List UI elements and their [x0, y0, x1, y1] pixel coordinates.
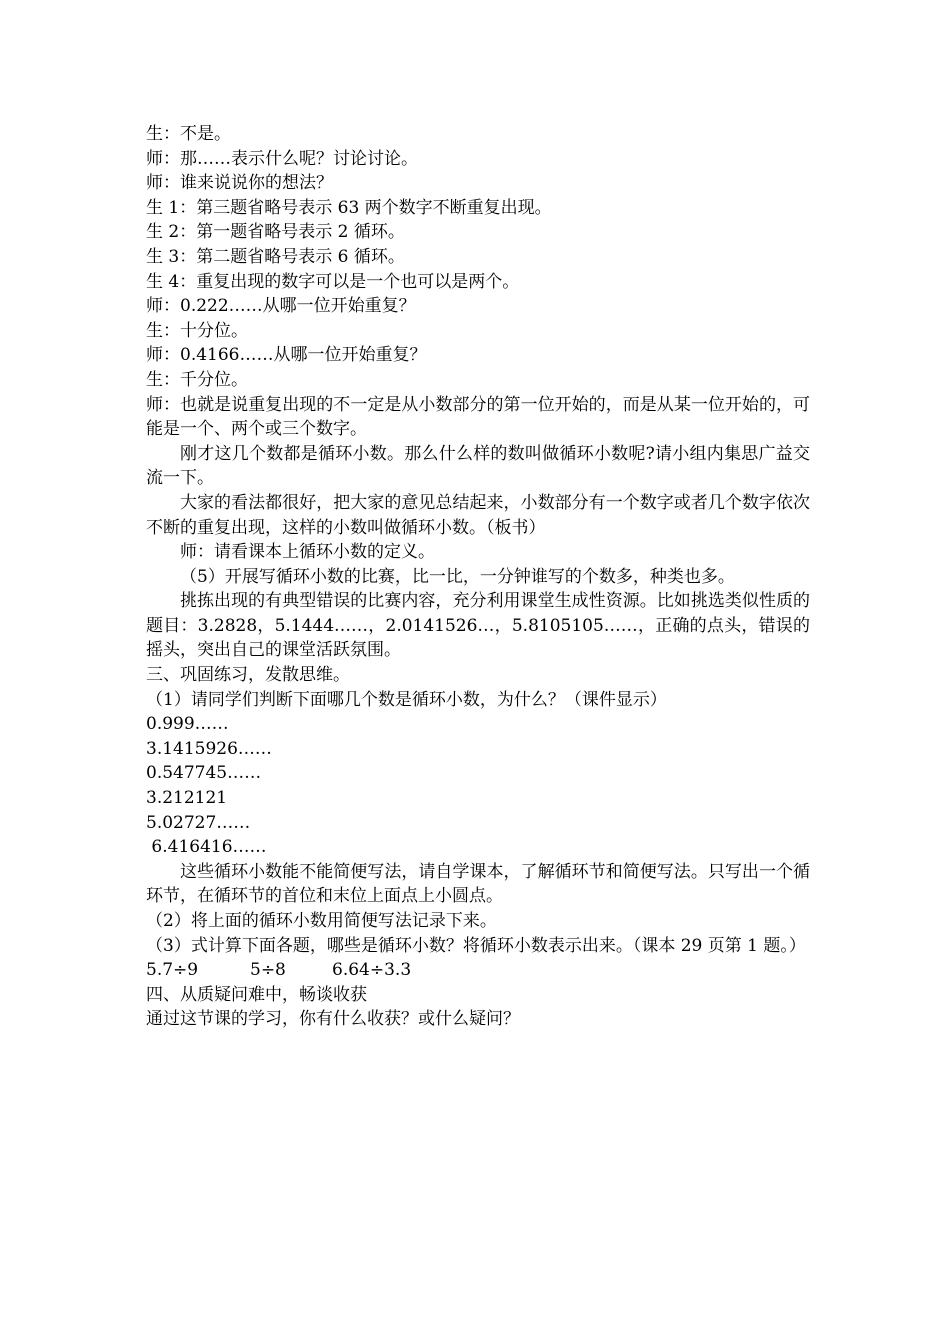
dialogue-line: 生 1：第三题省略号表示 63 两个数字不断重复出现。	[146, 197, 552, 218]
document-body	[146, 122, 810, 1032]
number-item: 0.999……	[146, 714, 229, 735]
dialogue-line: 生 3：第二题省略号表示 6 循环。	[146, 246, 405, 267]
section-heading: 四、从质疑问难中，畅谈收获	[146, 984, 367, 1005]
dialogue-line: 生：十分位。	[146, 320, 248, 341]
paragraph: 这些循环小数能不能简便写法，请自学课本，了解循环节和简便写法。只写出一个循环节，在循环节的首位和末位上面点上小圆点。	[146, 861, 810, 907]
paragraph: 师：请看课本上循环小数的定义。	[180, 542, 435, 563]
number-item: 0.547745……	[146, 763, 262, 784]
paragraph: 师：也就是说重复出现的不一定是从小数部分的第一位开始的，而是从某一位开始的，可能是一个、两个或三个数字。	[146, 394, 810, 440]
dialogue-line: 生 4：重复出现的数字可以是一个也可以是两个。	[146, 271, 520, 292]
question-line: （1）请同学们判断下面哪几个数是循环小数，为什么？（课件显示）	[146, 689, 667, 710]
dialogue-line: 师：那……表示什么呢？讨论讨论。	[146, 148, 418, 169]
calc-expression: 5.7÷9	[146, 960, 199, 981]
closing-line: 通过这节课的学习，你有什么收获？或什么疑问？	[146, 1009, 520, 1030]
dialogue-line: 师：0.222……从哪一位开始重复？	[146, 296, 416, 317]
number-item: 3.212121	[146, 788, 228, 809]
dialogue-line: 生：不是。	[146, 124, 231, 144]
paragraph: 刚才这几个数都是循环小数。那么什么样的数叫做循环小数呢?请小组内集思广益交流一下。	[146, 443, 810, 489]
dialogue-line: 生 2：第一题省略号表示 2 循环。	[146, 222, 405, 243]
paragraph: 挑拣出现的有典型错误的比赛内容，充分利用课堂生成性资源。比如挑选类似性质的题目：3.2828，5.1444……，2.0141526…，5.8105105……，正确的点头，错误的摇头，突出自己的课堂活跃氛围。	[146, 591, 810, 661]
number-item: 3.1415926……	[146, 738, 272, 759]
section-heading: 三、巩固练习，发散思维。	[146, 665, 350, 686]
question-line: （2）将上面的循环小数用简便写法记录下来。	[146, 911, 497, 931]
calc-expression: 5÷8	[250, 960, 286, 981]
question-line: （3）式计算下面各题，哪些是循环小数？将循环小数表示出来。（课本 29 页第 1 题。）	[146, 935, 806, 956]
number-item: 5.02727……	[146, 812, 251, 833]
dialogue-line: 生：千分位。	[146, 369, 248, 390]
calc-expression: 6.64÷3.3	[332, 960, 412, 981]
dialogue-line: 师：谁来说说你的想法？	[146, 173, 333, 194]
dialogue-line: 师：0.4166……从哪一位开始重复？	[146, 345, 427, 366]
number-item: 6.416416……	[146, 837, 267, 858]
paragraph: （5）开展写循环小数的比赛，比一比，一分钟谁写的个数多，种类也多。	[180, 566, 735, 587]
calculation-row	[146, 958, 810, 983]
paragraph: 大家的看法都很好，把大家的意见总结起来，小数部分有一个数字或者几个数字依次不断的重复出现，这样的小数叫做循环小数。（板书）	[146, 492, 810, 538]
